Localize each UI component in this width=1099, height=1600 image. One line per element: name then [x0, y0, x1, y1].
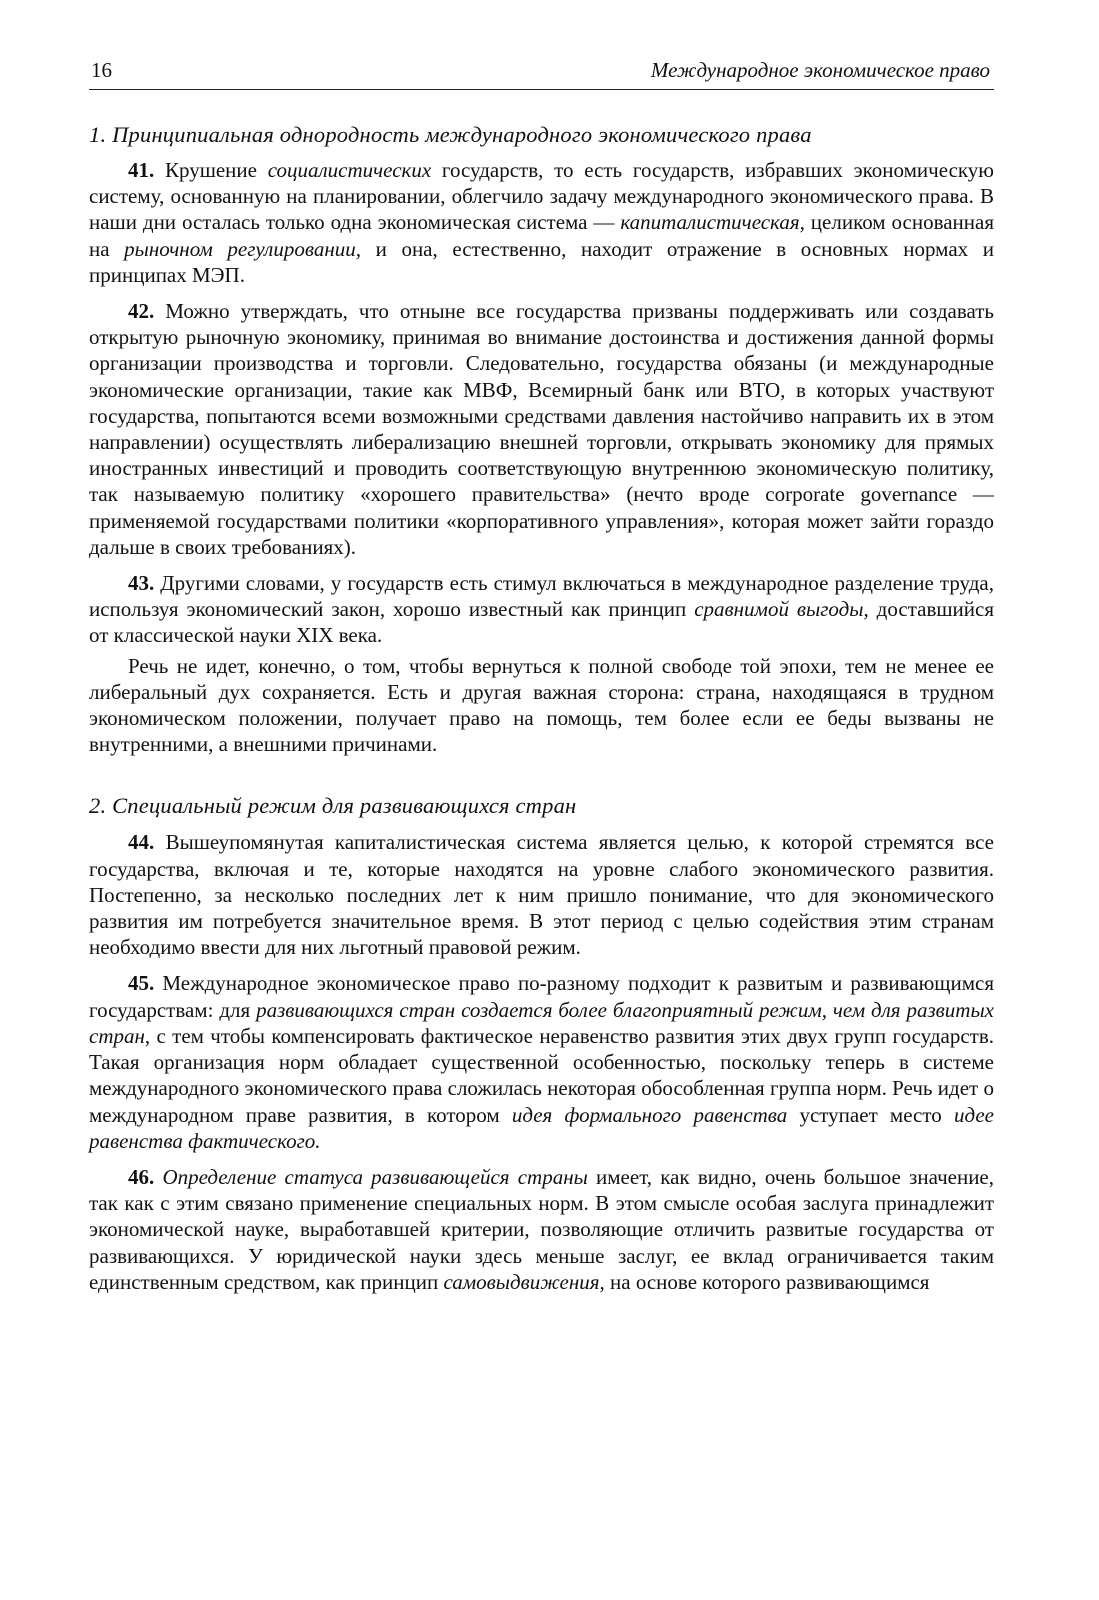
page-header — [89, 58, 994, 90]
text-run: государств, то есть государств, избравших экономическую систему, основанную на планировании, облегчило задачу международного экономического права. В наши дни осталась только одна экономическая система — — [89, 158, 994, 235]
paragraph-number: 46. — [128, 1164, 155, 1189]
text-run: Можно утверждать, что отныне все государства призваны поддерживать или создавать открытую рыночную экономику, принимая во внимание достоинства и достижения данной формы организации производства и торговли. Следовательно, государства обязаны (и международные экономические организации, такие как МВФ, Всемирный банк или ВТО, в которых участвуют государства, попытаются всеми возможными средствами давления настойчиво направить их в этом направлении) осуществлять либерализацию внешней торговли, открывать экономику для прямых иностранных инвестиций и проводить соответствующую внутреннюю экономическую политику, так называемую политику «хорошего правительства» (нечто вроде corporate governance — применяемой государствами политики «корпоративного управления», которая может зайти гораздо дальше в своих требованиях). — [89, 299, 994, 559]
paragraph — [89, 570, 994, 649]
text-run: на основе которого развивающимся — [604, 1269, 930, 1294]
section-heading: 1. Принципиальная однородность международного экономического права — [89, 122, 812, 147]
text-run: и она, естественно, находит отражение в основных нормах и принципах МЭП. — [89, 236, 994, 287]
italic-text: социалистических — [267, 158, 432, 182]
paragraph-number: 44. — [128, 830, 155, 855]
section-heading: 2. Специальный режим для развивающихся стран — [89, 793, 577, 819]
paragraph — [89, 970, 994, 1153]
text-run: Речь не идет, конечно, о том, чтобы вернуться к полной свободе той эпохи, тем не менее ее либеральный дух сохраняется. Есть и другая важная сторона: страна, находящаяся в трудном экономическом положении, получает право на помощь, тем более если ее беды вызваны не внутренними, а внешними причинами. — [89, 653, 994, 757]
italic-text: развивающихся стран создается более благоприятный режим, чем для развитых стран, — [89, 997, 994, 1048]
italic-text: капиталистическая, — [620, 210, 805, 235]
paragraph-number: 45. — [128, 971, 155, 996]
paragraph-number: 43. — [128, 571, 155, 596]
page-body — [89, 122, 994, 1295]
paragraph — [89, 157, 994, 288]
text-run: Другими словами, у государств есть стимул включаться в международное разделение труда, используя экономический закон, хорошо известный как принцип — [89, 571, 994, 622]
text-run: Вышеупомянутая капиталистическая система является целью, к которой стремятся все государства, включая и те, которые находятся на уровне слабого экономического развития. Постепенно, за несколько последних лет к ним пришло понимание, что для экономического развития им потребуется значительное время. В этот период с целью содействия этим странам необходимо ввести для них льготный правовой режим. — [89, 830, 994, 960]
text-run: с тем чтобы компенсировать фактическое неравенство развития этих двух групп государств. Такая организация норм обладает существенной особенностью, поскольку теперь в системе международного экономического права сложилась некоторая обособленная группа норм. Речь идет о международном праве развития, в котором — [89, 1023, 994, 1127]
text-run: целиком основанная на — [89, 210, 994, 261]
italic-text: самовыдвижения, — [443, 1269, 605, 1294]
italic-text: Определение статуса развивающейся страны — [162, 1164, 588, 1189]
italic-text: рыночном регулировании, — [124, 236, 361, 261]
text-run: доставшийся от классической науки XIX века. — [89, 597, 995, 648]
paragraph — [89, 1164, 994, 1295]
text-run: имеет, как видно, очень большое значение, так как с этим связано применение специальных норм. В этом смысле особая заслуга принадлежит экономической науке, выработавшей критерии, позволяющие отличить развитые государства от развивающихся. У юридической науки здесь меньше заслуг, ее вклад ограничивается таким единственным средством, как принцип — [89, 1164, 995, 1294]
paragraph — [89, 829, 994, 960]
paragraph — [89, 653, 994, 758]
page-number: 16 — [91, 58, 112, 82]
italic-text: идее равенства фактического. — [89, 1102, 994, 1153]
paragraph-number: 41. — [128, 158, 155, 182]
italic-text: идея формального равенства — [511, 1102, 788, 1127]
italic-text: сравнимой выгоды, — [694, 597, 869, 622]
text-run: Крушение — [154, 158, 268, 182]
text-run: уступает место — [787, 1102, 954, 1127]
paragraph — [89, 298, 994, 560]
running-title: Международное экономическое право — [650, 58, 990, 82]
text-run: Международное экономическое право по-разному подходит к развитым и развивающимся государствам: для — [89, 971, 994, 1022]
paragraph-number: 42. — [128, 299, 155, 324]
